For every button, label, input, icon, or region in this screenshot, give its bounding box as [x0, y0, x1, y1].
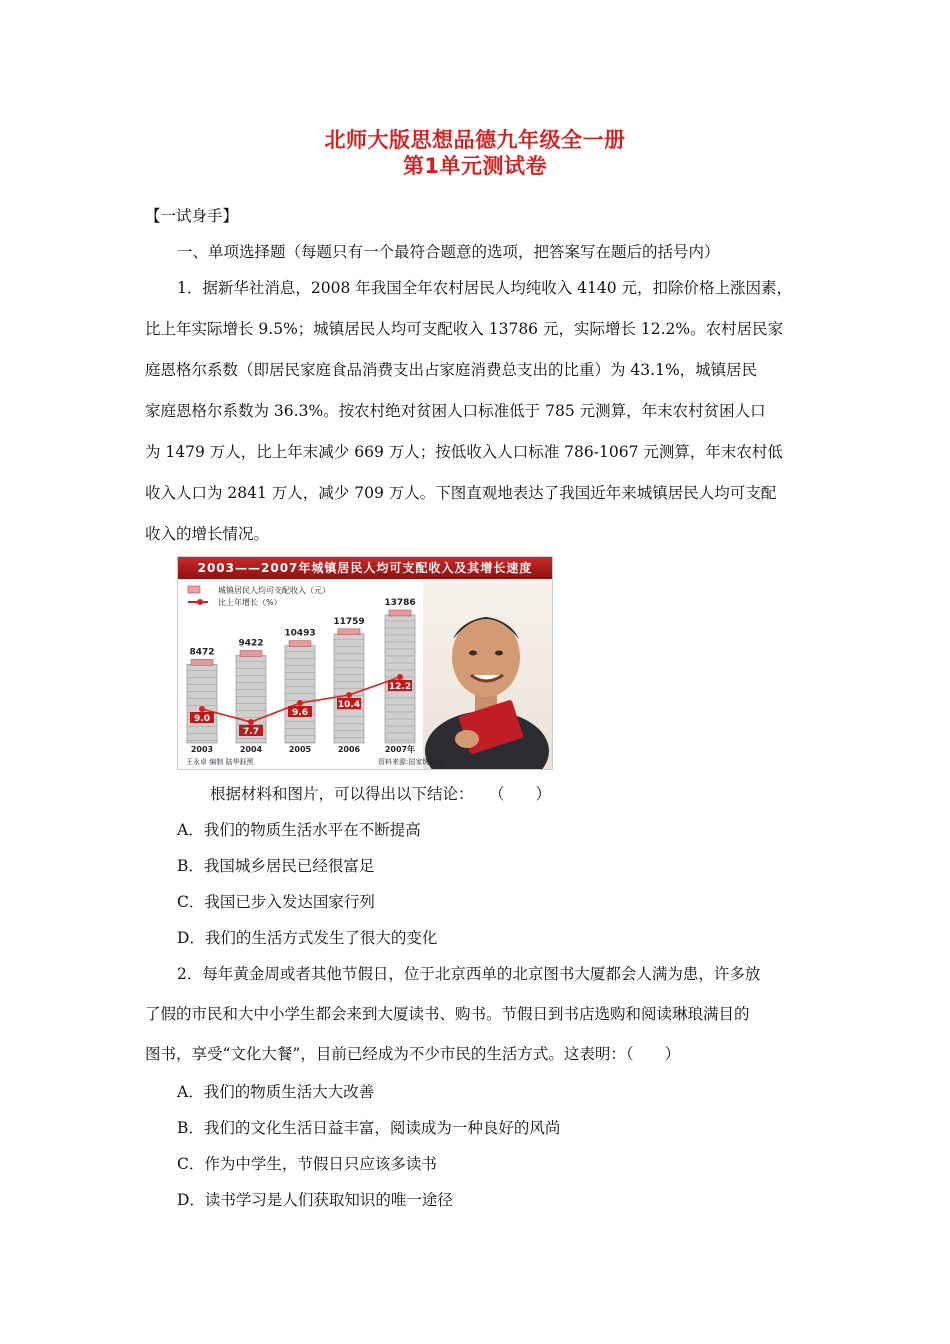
income-value-label: 11759 [333, 616, 365, 627]
income-bar-body [334, 634, 364, 743]
q1-line: 家庭恩格尔系数为 36.3%。按农村绝对贫困人口标准低于 785 元测算，年末农村贫困人口 [145, 402, 766, 420]
growth-value-label: 9.6 [292, 708, 308, 718]
person-photo [423, 579, 552, 769]
q1-line: 收入的增长情况。 [145, 525, 270, 543]
q2-option-c: C．作为中学生，节假日只应该多读书 [177, 1155, 437, 1173]
income-value-label: 8472 [189, 647, 215, 658]
person-illustration [423, 579, 552, 769]
chart-credits [178, 755, 552, 769]
part1-heading: 一、单项选择题（每题只有一个最符合题意的选项，把答案写在题后的括号内） [177, 243, 720, 261]
growth-point [297, 700, 303, 706]
growth-value-label: 7.7 [243, 727, 259, 737]
income-value-label: 13786 [384, 597, 416, 608]
category-label: 2006 [337, 745, 361, 754]
growth-point [248, 719, 254, 725]
growth-point [346, 692, 352, 698]
growth-point [199, 706, 205, 712]
q2-option-b: B．我们的文化生活日益丰富，阅读成为一种良好的风尚 [177, 1119, 561, 1137]
income-bar [334, 629, 364, 743]
category-label: 2005 [288, 745, 312, 754]
q1-line: 1．据新华社消息，2008 年我国全年农村居民人均纯收入 4140 元，扣除价格上涨因素， [177, 279, 793, 297]
income-bar-top [240, 651, 262, 657]
credit-right: 资料来源:国家统计局 [378, 758, 444, 766]
income-value-label: 9422 [238, 638, 264, 649]
document-title: 北师大版思想品德九年级全一册 [324, 128, 626, 152]
q2-line: 了假的市民和大中小学生都会来到大厦读书、购书。节假日到书店选购和阅读琳琅满目的 [145, 1005, 750, 1023]
category-label: 2004 [239, 745, 263, 754]
income-bar-top [289, 641, 311, 647]
q2-option-d: D．读书学习是人们获取知识的唯一途径 [177, 1191, 453, 1209]
credit-left: 王永卓 编制 陆华鈺黑 [186, 758, 254, 766]
growth-value-label: 12.2 [388, 682, 412, 692]
income-bar-body [187, 664, 217, 743]
income-bar [285, 641, 315, 743]
legend-swatch-income [188, 586, 200, 593]
growth-value-label: 9.0 [194, 714, 210, 724]
chart-title: 2003——2007年城镇居民人均可支配收入及其增长速度 [178, 557, 552, 579]
category-label: 2007年 [384, 745, 416, 754]
q1-option-a: A．我们的物质生活水平在不断提高 [177, 821, 421, 839]
q1-line: 为 1479 万人，比上年末减少 669 万人；按低收入人口标准 786-1067 元测算，年末农村低 [145, 443, 783, 461]
income-chart-figure [177, 556, 553, 770]
legend-growth-label: 比上年增长（%） [218, 598, 282, 607]
income-bar [187, 659, 217, 743]
q1-line: 收入人口为 2841 万人，减少 709 万人。下图直观地表达了我国近年来城镇居民人均可支配 [145, 484, 777, 502]
income-bar-top [191, 659, 213, 665]
section-label: 【一试身手】 [145, 207, 239, 225]
q1-stem: 根据材料和图片，可以得出以下结论： （ ） [210, 785, 552, 803]
legend-growth-marker [197, 599, 203, 605]
q1-line: 比上年实际增长 9.5%；城镇居民人均可支配收入 13786 元，实际增长 12.2%。农村居民家 [145, 320, 784, 338]
income-bar-top [338, 629, 360, 635]
legend-income-label: 城镇居民人均可支配收入（元） [218, 586, 330, 595]
q1-option-b: B．我国城乡居民已经很富足 [177, 857, 375, 875]
income-value-label: 10493 [284, 628, 316, 639]
document-subtitle: 第1单元测试卷 [402, 154, 548, 178]
growth-value-label: 10.4 [337, 700, 361, 710]
q2-line: 2．每年黄金周或者其他节假日，位于北京西单的北京图书大厦都会人满为患，许多放 [177, 965, 761, 983]
q2-line: 图书，享受“文化大餐”，目前已经成为不少市民的生活方式。这表明：（ ） [145, 1045, 681, 1063]
q2-option-a: A．我们的物质生活大大改善 [177, 1083, 375, 1101]
q1-line: 庭恩格尔系数（即居民家庭食品消费支出占家庭消费总支出的比重）为 43.1%，城镇居民 [145, 361, 758, 379]
category-label: 2003 [190, 745, 214, 754]
income-bar-top [389, 610, 411, 616]
q1-option-d: D．我们的生活方式发生了很大的变化 [177, 929, 438, 947]
q1-option-c: C．我国已步入发达国家行列 [177, 893, 375, 911]
growth-point [397, 674, 403, 680]
